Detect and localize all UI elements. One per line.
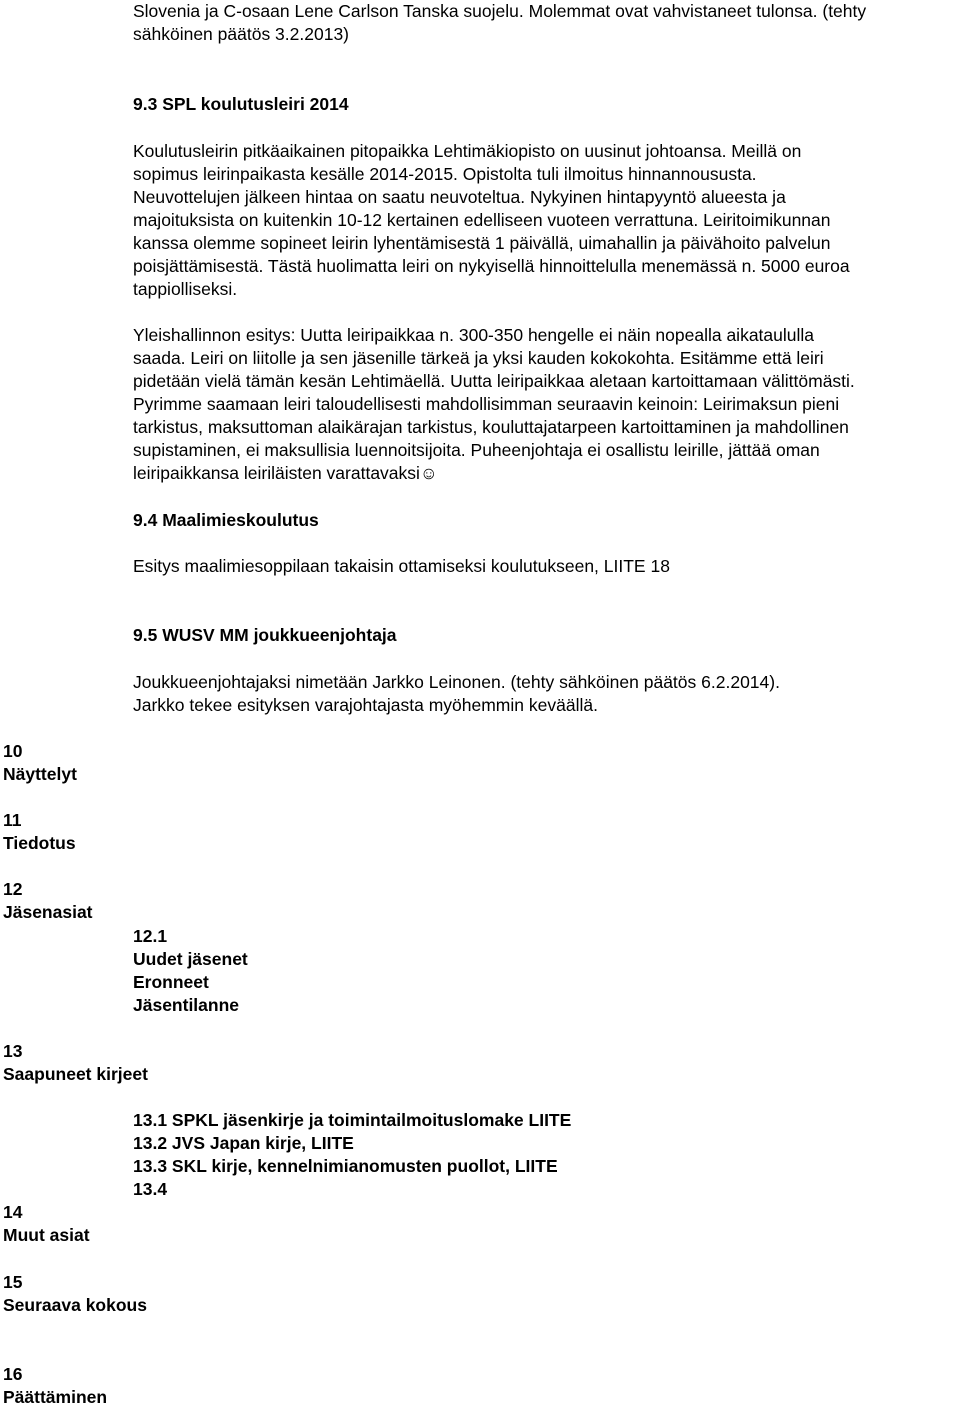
section-title: Tiedotus — [3, 833, 76, 853]
section-title: Päättäminen — [3, 1387, 108, 1407]
section-9-4-text: Esitys maalimiesoppilaan takaisin ottamiseksi koulutukseen, LIITE 18 — [133, 556, 670, 576]
subitem: Uudet jäsenet — [133, 949, 248, 969]
subitem: 13.3 SKL kirje, kennelnimianomusten puollot, LIITE — [133, 1156, 558, 1176]
text-line: saada. Leiri on liitolle ja sen jäsenille tärkeä ja yksi kauden kokokohta. Esitämme että leiri — [133, 348, 824, 368]
text-line: Pyrimme saamaan leiri taloudellisesti mahdollisimman seuraavin keinoin: Leirimaksun pieni — [133, 394, 840, 414]
section-number: 10 — [3, 741, 23, 761]
section-9-4-heading: 9.4 Maalimieskoulutus — [133, 510, 319, 530]
section-15-heading — [3, 1271, 147, 1317]
section-9-3-paragraph-2 — [133, 324, 955, 485]
section-12-subitems — [133, 925, 248, 1017]
text-line: Slovenia ja C-osaan Lene Carlson Tanska suojelu. Molemmat ovat vahvistaneet tulonsa. (tehty — [133, 1, 867, 21]
text-line: majoituksista on kuitenkin 10-12 kertainen edelliseen vuoteen verrattuna. Leiritoimikunnan — [133, 210, 831, 230]
text-line: tappiolliseksi. — [133, 279, 238, 299]
section-title: Seuraava kokous — [3, 1295, 147, 1315]
section-number: 16 — [3, 1364, 23, 1384]
text-line: kanssa olemme sopineet leirin lyhentämisestä 1 päivällä, uimahallin ja päivähoito palvelun — [133, 233, 831, 253]
section-title: Jäsenasiat — [3, 902, 93, 922]
section-10-heading — [3, 740, 77, 786]
text-line: pidetään vielä tämän kesän Lehtimäellä. Uutta leiripaikkaa aletaan kartoittamaan välittömästi. — [133, 371, 855, 391]
text-line: supistaminen, ei maksullisia luennoitsijoita. Puheenjohtaja ei osallistu leirille, jättää oman — [133, 440, 820, 460]
section-title: Saapuneet kirjeet — [3, 1064, 148, 1084]
section-number: 15 — [3, 1272, 23, 1292]
section-9-3-paragraph-1 — [133, 140, 955, 301]
top-paragraph — [133, 0, 955, 46]
subitem: Jäsentilanne — [133, 995, 240, 1015]
text-line: sähköinen päätös 3.2.2013) — [133, 24, 349, 44]
section-9-3-heading: 9.3 SPL koulutusleiri 2014 — [133, 94, 349, 114]
text-line: Koulutusleirin pitkäaikainen pitopaikka Lehtimäkiopisto on uusinut johtoansa. Meillä on — [133, 141, 802, 161]
section-number: 12 — [3, 879, 23, 899]
section-12-heading — [3, 878, 93, 924]
section-number: 14 — [3, 1202, 23, 1222]
section-11-heading — [3, 809, 76, 855]
section-9-5-heading: 9.5 WUSV MM joukkueenjohtaja — [133, 625, 397, 645]
text-line: Jarkko tekee esityksen varajohtajasta myöhemmin keväällä. — [133, 695, 598, 715]
section-13-heading — [3, 1040, 148, 1086]
section-title: Näyttelyt — [3, 764, 77, 784]
subitem: 13.4 — [133, 1179, 168, 1199]
section-number: 11 — [3, 810, 22, 830]
text-line: Yleishallinnon esitys: Uutta leiripaikkaa n. 300-350 hengelle ei näin nopealla aikataululla — [133, 325, 815, 345]
text-line: Neuvottelujen jälkeen hintaa on saatu neuvoteltua. Nykyinen hintapyyntö alueesta ja — [133, 187, 786, 207]
section-14-heading — [3, 1201, 90, 1247]
section-9-5-text — [133, 671, 955, 717]
subitem: 13.1 SPKL jäsenkirje ja toimintailmoituslomake LIITE — [133, 1110, 572, 1130]
subitem: 12.1 — [133, 926, 168, 946]
text-line: poisjättämisestä. Tästä huolimatta leiri on nykyisellä hinnoittelulla menemässä n. 5000 euroa — [133, 256, 850, 276]
section-title: Muut asiat — [3, 1225, 90, 1245]
section-number: 13 — [3, 1041, 23, 1061]
section-16-heading — [3, 1363, 107, 1409]
subitem: 13.2 JVS Japan kirje, LIITE — [133, 1133, 354, 1153]
text-line: leiripaikkansa leiriläisten varattavaksi☺ — [133, 463, 438, 483]
text-line: Joukkueenjohtajaksi nimetään Jarkko Leinonen. (tehty sähköinen päätös 6.2.2014). — [133, 672, 780, 692]
section-13-subitems — [133, 1109, 571, 1201]
text-line: tarkistus, maksuttoman alaikärajan tarkistus, kouluttajatarpeen kartoittaminen ja mahdollinen — [133, 417, 849, 437]
subitem: Eronneet — [133, 972, 209, 992]
text-line: sopimus leirinpaikasta kesälle 2014-2015. Opistolta tuli ilmoitus hinnannoususta. — [133, 164, 757, 184]
